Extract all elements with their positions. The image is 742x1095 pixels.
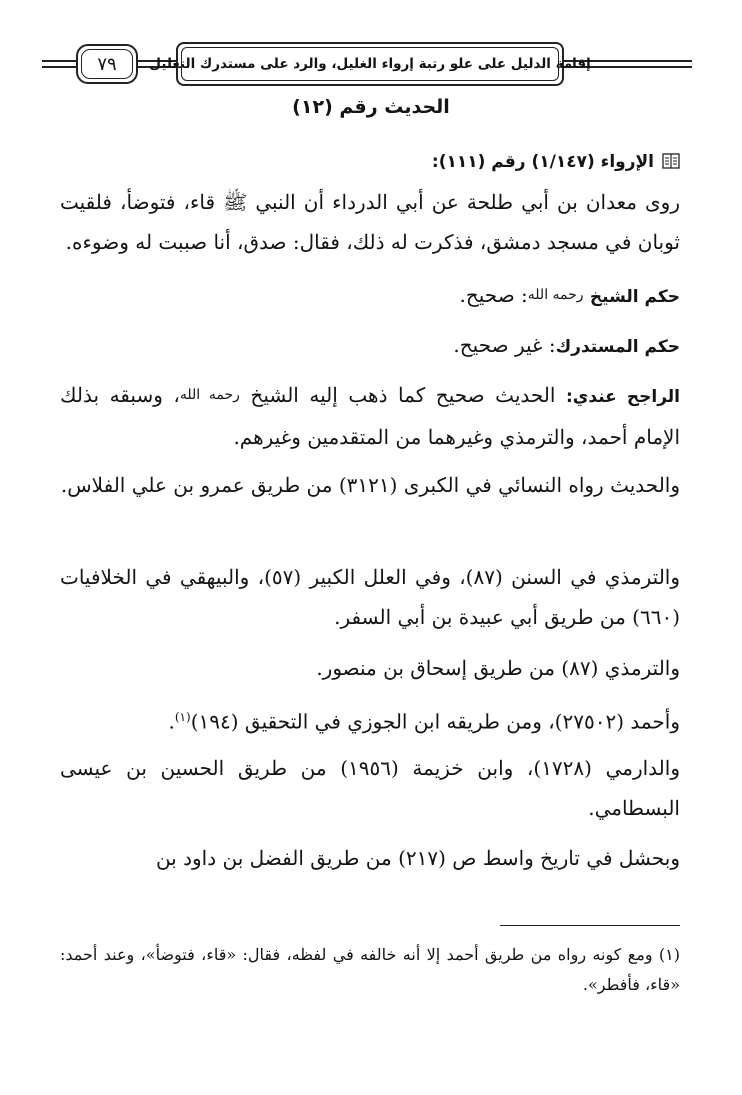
ruling-sheikh-honorific: رحمه الله (527, 287, 584, 303)
preferred-label: الراجح عندي: (566, 387, 680, 407)
ruling-sheikh-value: : صحيح. (459, 283, 528, 307)
paragraph-ahmad (60, 697, 680, 742)
hadith-heading: الحديث رقم (١٢) (292, 96, 450, 118)
preferred-text-after: ، وسبقه بذلك الإمام أحمد، والترمذي وغيرهما من المتقدمين وغيرهم. (60, 383, 680, 449)
ruling-mustadrik-label: حكم المستدرك (555, 337, 680, 357)
paragraph-darimi: والدارمي (١٧٢٨)، وابن خزيمة (١٩٥٦) من طريق الحسين بن عيسى البسطامي. (60, 756, 680, 820)
ruling-mustadrik-value: : غير صحيح. (453, 333, 556, 357)
ruling-sheikh-label: حكم الشيخ (589, 287, 680, 307)
footnote-ref[interactable]: (١) (174, 710, 191, 724)
ruling-sheikh (60, 275, 680, 317)
footnote-separator (500, 925, 680, 926)
reference-line (60, 140, 680, 182)
book-icon (662, 142, 680, 182)
page-number-box (76, 44, 138, 84)
preferred-text-before: الحديث صحيح كما ذهب إليه الشيخ (239, 383, 566, 407)
page-number: ٧٩ (97, 53, 117, 75)
ruling-mustadrik (60, 325, 680, 367)
hadith-text: روى معدان بن أبي طلحة عن أبي الدرداء أن النبي ﷺ قاء، فتوضأ، فلقيت ثوبان في مسجد دمشق، فذكرت له ذلك، فقال: صدق، أنا صببت له وضوءه. (60, 190, 680, 254)
running-title: إقامة الدليل على علو رتبة إرواء الغليل، والرد على مستدرك التعليل (149, 56, 591, 72)
paragraph-nasai: والحديث رواه النسائي في الكبرى (٣١٢١) من طريق عمرو بن علي الفلاس. (60, 473, 680, 497)
running-title-box (149, 42, 591, 86)
ahmad-text: وأحمد (٢٧٥٠٢)، ومن طريقه ابن الجوزي في التحقيق (١٩٤) (190, 709, 680, 734)
footnote-text: (١) ومع كونه رواه من طريق أحمد إلا أنه خالفه في لفظه، فقال: «قاء، فتوضأ»، وعند أحمد: «قاء، فأفطر». (60, 945, 680, 994)
ahmad-period: . (168, 709, 175, 734)
paragraph-bahshal: وبحشل في تاريخ واسط ص (٢١٧) من طريق الفضل بن داود بن (155, 846, 680, 870)
reference-text: الإرواء (١/١٤٧) رقم (١١١): (431, 152, 654, 172)
paragraph-tirmidhi-sunan: والترمذي في السنن (٨٧)، وفي العلل الكبير (٥٧)، والبيهقي في الخلافيات (٦٦٠) من طريق أبي عبيدة بن أبي السفر. (60, 565, 680, 629)
paragraph-tirmidhi-ishaq: والترمذي (٨٧) من طريق إسحاق بن منصور. (316, 656, 680, 680)
preferred-honorific: رحمه الله (179, 387, 240, 403)
preferred-opinion (60, 375, 680, 457)
